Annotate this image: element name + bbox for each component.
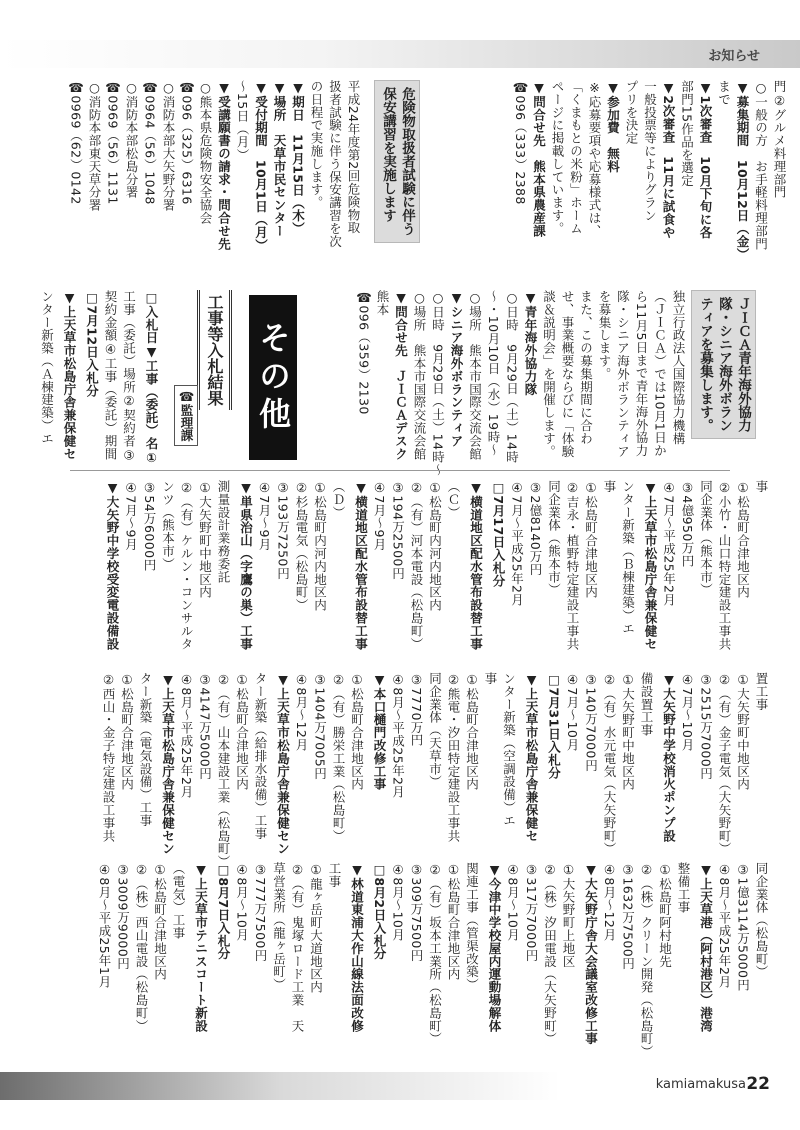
text-line: ②（有）山本建設工業（松島町）: [216, 672, 231, 868]
text-line: ▼場所 天草市民センター: [272, 80, 287, 238]
text-line: ンター新築（Ａ棟建築）エ: [39, 290, 55, 445]
text-line: ③1億3114万5000円: [735, 862, 751, 992]
text-line: ①大矢野町上地区: [561, 862, 576, 968]
footer-brand: kamiamakusa: [655, 1077, 746, 1092]
text-line: ①松島町阿村地先: [657, 862, 673, 968]
text-line: ①松島町内河内地区内: [427, 480, 443, 612]
text-line: □7月12日入札分: [84, 290, 100, 398]
text-line: ④8月〜10月: [390, 862, 406, 942]
text-line: 工事（委託）場所②契約者③: [121, 290, 137, 463]
text-line: ①松島町合津地区内: [152, 862, 168, 981]
text-line: ▼今津中学校屋内運動場解体: [487, 862, 502, 1033]
text-line: ▼募集期間 10月12日（金）: [735, 80, 750, 261]
text-line: 同企業体（熊本市）: [546, 480, 562, 597]
text-line: 事: [754, 480, 769, 493]
text-line: ④8月〜12月: [602, 862, 617, 942]
text-line: ④8月〜平成25年2月: [390, 672, 406, 799]
contract-list-2: [99, 672, 771, 868]
text-line: ③777万7500円: [253, 862, 268, 962]
text-line: ☎096（325）6316: [179, 80, 195, 205]
supervision-office-contact: ☎監理課: [174, 385, 198, 446]
text-line: ④8月〜平成25年2月: [717, 862, 732, 989]
text-line: ▼参加費 無料: [605, 80, 621, 173]
bid-results-title: 工事等入札結果: [197, 290, 232, 410]
text-line: ▼受付期間 10月1日（月）: [253, 80, 269, 252]
text-line: ☎096（333）2388: [513, 80, 528, 205]
text-line: また、この募集期間に合わ: [578, 290, 594, 445]
text-line: の日程で実施します。: [309, 80, 324, 209]
text-line: ※応募要項や応募様式は、: [587, 80, 602, 238]
text-line: ③2515万7000円: [698, 672, 714, 781]
text-line: ▼上天草港（阿村港区）港湾: [698, 862, 714, 1033]
text-line: ▼本口樋門改修工事: [372, 672, 387, 791]
text-line: 〜15日（月）: [235, 80, 250, 162]
text-line: 扱者試験に伴う保安講習を次: [327, 80, 343, 248]
text-line: ページに掲載しています。: [550, 80, 565, 235]
text-line: ②（株）クリーン開発（松島町）: [639, 862, 654, 1058]
text-line: ▼林道東浦大作山線法面改修: [349, 862, 365, 1033]
text-line: 同企業体（熊本市）: [698, 480, 714, 597]
text-line: 一般投票等によりグラン: [642, 80, 658, 222]
jica-notice-body: [354, 290, 687, 477]
text-line: ▼問合せ先 熊本県農産課: [531, 80, 547, 238]
text-line: ②西山・金子特定建設工事共: [101, 672, 116, 843]
text-line: ③54万6000円: [142, 480, 157, 572]
text-line: ▼上天草市テニスコート新設: [193, 862, 209, 1033]
text-line: ②（有）河本電設（松島町）: [409, 480, 424, 651]
text-line: ②（有）勝栄工業（松島町）: [331, 672, 346, 843]
text-line: ②（株）西山電設（松島町）: [134, 862, 149, 1033]
text-line: 事: [602, 480, 617, 493]
text-line: を募集します。: [597, 290, 612, 381]
bid-results-legend: [37, 290, 160, 465]
header-gradient-bar: [0, 40, 800, 68]
text-line: ▼上天草市松島庁舎兼保健セン: [160, 672, 176, 856]
text-line: ③309万7500円: [409, 862, 424, 962]
section-label: お知らせ: [708, 49, 760, 64]
text-line: 部門15作品を選定: [679, 80, 695, 188]
text-line: ①大矢野町中地区内: [197, 480, 213, 599]
text-line: ▼大矢野庁舎大会議室改修工事: [583, 862, 599, 1046]
text-line: ○消防本部大矢野分署: [161, 80, 176, 212]
text-line: ④7月〜平成25年2月: [509, 480, 525, 607]
text-line: ▼青年海外協力隊: [523, 290, 538, 396]
text-line: 熊本: [375, 290, 390, 316]
text-line: ☎096（359）2130: [356, 290, 372, 415]
text-line: ③4147万5000円: [197, 672, 213, 781]
text-line: ☎0969（56）1131: [105, 80, 121, 205]
text-line: ☎0969（62）0142: [68, 80, 84, 205]
text-line: ③2億8140万円: [528, 480, 543, 576]
page-number: 22: [746, 1074, 770, 1094]
text-line: ④8月〜平成25年1月: [97, 862, 112, 989]
text-line: 「くまもとの米粉」ホーム: [568, 80, 584, 235]
text-line: ④8月〜平成25年2月: [179, 672, 194, 799]
text-line: （ＪＩＣＡ）では10月1日か: [652, 290, 668, 457]
text-line: せ、事業概要ならびに「体験: [560, 290, 575, 458]
text-line: ②（株）汐田電設（大矢野町）: [542, 862, 558, 1046]
text-line: ○場所 熊本市国際交流会館: [467, 290, 483, 461]
text-line: ター新築（給排水設備）工事: [253, 672, 268, 840]
text-line: ▼横道地区配水管布設替工事: [468, 480, 484, 651]
text-line: ④7月〜9月: [372, 480, 387, 551]
text-line: まで: [716, 80, 732, 106]
text-line: ②（有）ケルン・コンサルタ: [179, 480, 194, 651]
text-line: 同企業体（天草市）: [427, 672, 443, 789]
text-line: ②吉永・植野特定建設工事共: [565, 480, 580, 651]
text-line: 〜・10月10日（水）19時〜: [486, 290, 501, 457]
text-line: ②（有）坂本工業所（松島町）: [427, 862, 443, 1046]
text-line: ▼2次審査 11月に試食や: [661, 80, 676, 239]
text-line: 隊・シニア海外ボランティア: [615, 290, 631, 458]
text-line: ○消防本部松島分署: [124, 80, 139, 199]
text-line: ④7月〜9月: [123, 480, 139, 551]
text-line: ③140万7000円: [583, 672, 599, 772]
text-line: ①松島町合津地区内: [464, 672, 480, 791]
text-line: （Ｃ）: [446, 480, 461, 519]
text-line: ンター新築（空調設備）エ: [501, 672, 517, 827]
text-line: 同企業体（松島町）: [754, 862, 769, 979]
text-line: 契約金額④工事（委託）期間: [103, 290, 118, 461]
text-line: ▼1次審査 10月下旬に各: [698, 80, 713, 239]
text-line: ③1632万7500円: [620, 862, 636, 971]
text-line: ○消防本部東天草分署: [87, 80, 102, 212]
contract-list-3: [95, 862, 771, 1058]
text-line: 関連工事（管渠改築）: [464, 862, 480, 991]
text-line: ④7月〜10月: [565, 672, 580, 752]
text-line: ンツ（熊本市）: [160, 480, 176, 571]
other-section-title: その他: [249, 295, 297, 460]
text-line: 草営業所（龍ヶ岳町）: [271, 862, 287, 991]
text-line: ③3009万9000円: [115, 862, 131, 971]
page-header: [0, 40, 800, 68]
text-line: ①松島町合津地区内: [446, 862, 461, 981]
text-line: ▼横道地区配水管布設替工事: [353, 480, 369, 651]
text-line: プリを決定: [624, 80, 639, 145]
text-line: ①龍ヶ岳町大道地区内: [308, 862, 324, 994]
text-line: ④8月〜10月: [234, 862, 250, 942]
text-line: ③317万7000円: [524, 862, 539, 962]
text-line: ②（有）金子電気（大矢野町）: [717, 672, 732, 856]
text-line: ター新築（電気設備）工事: [138, 672, 153, 827]
text-line: ら11月5日まで青年海外協力: [634, 290, 649, 457]
text-line: ▼期日 11月15日（木）: [290, 80, 306, 235]
text-line: ○一般の方 お手軽料理部門: [753, 80, 769, 251]
text-line: ④8月〜10月: [505, 862, 521, 942]
section-divider: [70, 470, 730, 471]
text-line: ①大矢野町中地区内: [620, 672, 636, 791]
text-line: ▼シニア海外ボランティア: [449, 290, 464, 448]
text-line: ③4億950万円: [680, 480, 695, 568]
text-line: ○日時 9月29日（土）14時〜: [430, 290, 446, 477]
text-line: 門②グルメ料理部門: [772, 80, 787, 199]
text-line: ①松島町内河内地区内: [312, 480, 328, 612]
text-line: □8月2日入札分: [372, 862, 387, 961]
text-line: ☎0964（56）1048: [142, 80, 158, 205]
text-line: ▼上天草市松島庁舎兼保健セン: [275, 672, 291, 856]
text-line: □8月7日入札分: [216, 862, 231, 961]
text-line: □7月31日入札分: [546, 672, 562, 780]
text-line: □7月17日入札分: [491, 480, 506, 588]
text-line: ③194万2500円: [390, 480, 406, 580]
text-line: □入札日▼工事（委託）名①: [144, 290, 159, 466]
text-line: ②小竹・山口特定建設工事共: [717, 480, 732, 651]
text-line: 工事: [327, 862, 342, 888]
text-line: ンター新築（Ｂ棟建築）エ: [620, 480, 636, 635]
text-line: ③193万7250円: [275, 480, 291, 580]
text-line: ▼大矢野中学校受変電設備設: [105, 480, 120, 651]
text-line: ○場所 熊本市国際交流会館: [412, 290, 427, 461]
text-line: ▼上天草市松島庁舎兼保健セ: [524, 672, 539, 843]
contract-list-1: [99, 480, 771, 665]
text-line: ④7月〜10月: [680, 672, 695, 752]
text-line: ○日時 9月29日（土）14時: [504, 290, 520, 464]
text-line: ②杉島電気（松島町）: [294, 480, 309, 612]
text-line: 測量設計業務委託: [216, 480, 231, 584]
text-line: ③1404万7005円: [312, 672, 328, 781]
page-footer: [0, 1072, 800, 1100]
text-line: ②（有）鬼塚ロード工業 天: [290, 862, 305, 1033]
text-line: ①松島町合津地区内: [349, 672, 365, 791]
text-line: ④8月〜12月: [294, 672, 309, 752]
text-line: ②熊電・汐田特定建設工事共: [446, 672, 461, 843]
text-line: 置工事: [754, 672, 769, 711]
text-line: ④7月〜9月: [257, 480, 272, 551]
text-line: ①松島町合津地区内: [735, 480, 751, 599]
text-line: ①松島町合津地区内: [583, 480, 599, 599]
text-line: ①松島町合津地区内: [234, 672, 250, 791]
text-line: 談＆説明会」を開催します。: [541, 290, 557, 458]
text-line: ②（有）水元電気（大矢野町）: [602, 672, 617, 856]
text-line: （Ｄ）: [331, 480, 346, 519]
text-line: 独立行政法人国際協力機構: [671, 290, 686, 445]
text-line: ▼大矢野中学校消火ポンプ設: [661, 672, 677, 843]
text-line: （電気）工事: [171, 862, 186, 940]
text-line: 備設置工事: [639, 672, 654, 737]
text-line: ▼受講願書の請求・問合せ先: [216, 80, 232, 251]
text-line: ▼問合せ先 ＪＩＣＡデスク: [393, 290, 409, 461]
text-line: ○熊本県危険物安全協会: [198, 80, 213, 225]
text-line: ▼上天草市松島庁舎兼保健セ: [643, 480, 658, 651]
text-line: ▼上天草市松島庁舎兼保健セ: [62, 290, 77, 461]
text-line: ①大矢野町中地区内: [735, 672, 751, 791]
text-line: 平成24年度第2回危険物取: [346, 80, 361, 235]
text-line: ①松島町合津地区内: [119, 672, 135, 791]
text-line: ④7月〜平成25年2月: [661, 480, 677, 607]
text-line: ▼単県治山（字鷹の巣）工事: [238, 480, 254, 651]
hazmat-notice-title: 危険物取扱者試験に伴う 保安講習を実施します: [374, 80, 420, 243]
text-line: 整備工事: [676, 862, 691, 914]
text-line: 事: [483, 672, 498, 685]
text-line: ③7770万円: [409, 672, 424, 747]
jica-title-box: ＪＩＣＡ青年海外協力 隊・シニア海外ボラン ティアを募集します。: [691, 290, 756, 439]
